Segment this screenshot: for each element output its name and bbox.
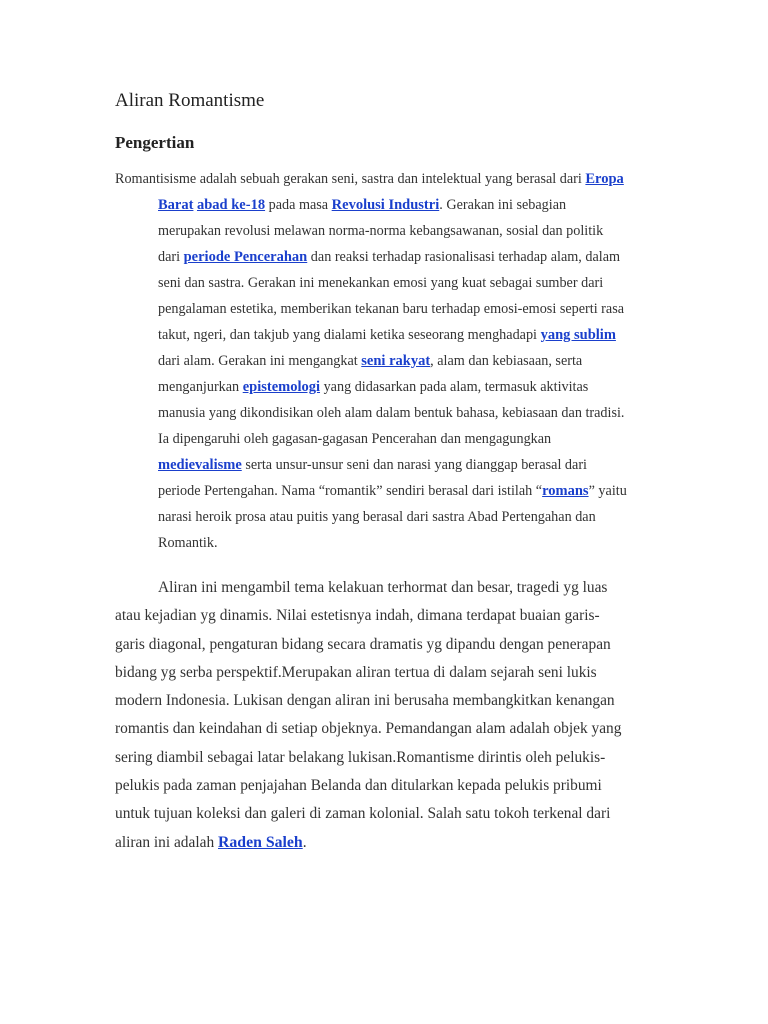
link-romans[interactable]: romans [542, 483, 589, 499]
text-line: Barat abad ke-18 pada masa Revolusi Industri. Gerakan ini sebagian [158, 197, 567, 213]
text-line: narasi heroik prosa atau puitis yang berasal dari sastra Abad Pertengahan dan [158, 509, 596, 525]
text-line: modern Indonesia. Lukisan dengan aliran ini berusaha membangkitkan kenangan [115, 692, 615, 710]
text-line: Romantik. [158, 535, 218, 551]
page-title: Aliran Romantisme [115, 90, 265, 111]
link-barat[interactable]: Barat [158, 197, 194, 213]
text-line: periode Pertengahan. Nama “romantik” sendiri berasal dari istilah “romans” yaitu [158, 483, 627, 499]
text-line: bidang yg serba perspektif.Merupakan aliran tertua di dalam sejarah seni lukis [115, 663, 597, 681]
text-line: atau kejadian yg dinamis. Nilai estetisnya indah, dimana terdapat buaian garis- [115, 607, 600, 625]
text-line: Romantisisme adalah sebuah gerakan seni, sastra dan intelektual yang berasal dari Eropa [115, 171, 624, 187]
paragraph-characteristics [115, 574, 655, 857]
link-epistemologi[interactable]: epistemologi [242, 379, 321, 395]
link-abad-ke-18[interactable]: abad ke-18 [196, 197, 266, 213]
text-line: dari periode Pencerahan dan reaksi terhadap rasionalisasi terhadap alam, dalam [158, 249, 621, 265]
link-yang-sublim[interactable]: yang sublim [540, 327, 616, 343]
link-raden-saleh[interactable]: Raden Saleh [218, 833, 303, 851]
text-line: menganjurkan epistemologi yang didasarkan pada alam, termasuk aktivitas [158, 379, 589, 395]
section-heading: Pengertian [115, 133, 195, 152]
text-line: romantis dan keindahan di setiap objeknya. Pemandangan alam adalah objek yang [115, 720, 622, 738]
text-line: seni dan sastra. Gerakan ini menekankan emosi yang kuat sebagai sumber dari [158, 275, 604, 291]
link-medievalisme[interactable]: medievalisme [158, 457, 242, 473]
link-seni-rakyat[interactable]: seni rakyat [361, 353, 431, 369]
text-line: Ia dipengaruhi oleh gagasan-gagasan Pencerahan dan mengagungkan [158, 431, 552, 447]
link-revolusi-industri[interactable]: Revolusi Industri [331, 197, 440, 213]
text-line: Aliran ini mengambil tema kelakuan terhormat dan besar, tragedi yg luas [158, 579, 608, 596]
text-line: manusia yang dikondisikan oleh alam dalam bentuk bahasa, kebiasaan dan tradisi. [158, 405, 625, 421]
text-line: sering diambil sebagai latar belakang lukisan.Romantisme dirintis oleh pelukis- [115, 748, 606, 766]
text-line: aliran ini adalah Raden Saleh. [115, 833, 307, 851]
text-line: pelukis pada zaman penjajahan Belanda dan ditularkan kepada pelukis pribumi [115, 777, 602, 795]
text-line: garis diagonal, pengaturan bidang secara dramatis yg dipandu dengan penerapan [115, 635, 611, 653]
text-line: takut, ngeri, dan takjub yang dialami ketika seseorang menghadapi yang sublim [158, 327, 616, 343]
text-line: dari alam. Gerakan ini mengangkat seni rakyat, alam dan kebiasaan, serta [158, 353, 583, 369]
text-line: untuk tujuan koleksi dan galeri di zaman kolonial. Salah satu tokoh terkenal dari [115, 805, 611, 823]
text-line: medievalisme serta unsur-unsur seni dan narasi yang dianggap berasal dari [158, 457, 587, 473]
text-line: merupakan revolusi melawan norma-norma kebangsawanan, sosial dan politik [158, 223, 604, 239]
link-periode-pencerahan[interactable]: periode Pencerahan [183, 249, 308, 265]
link-eropa[interactable]: Eropa [585, 171, 624, 187]
text-line: pengalaman estetika, memberikan tekanan baru terhadap emosi-emosi seperti rasa [158, 301, 625, 317]
paragraph-definition [115, 166, 660, 556]
